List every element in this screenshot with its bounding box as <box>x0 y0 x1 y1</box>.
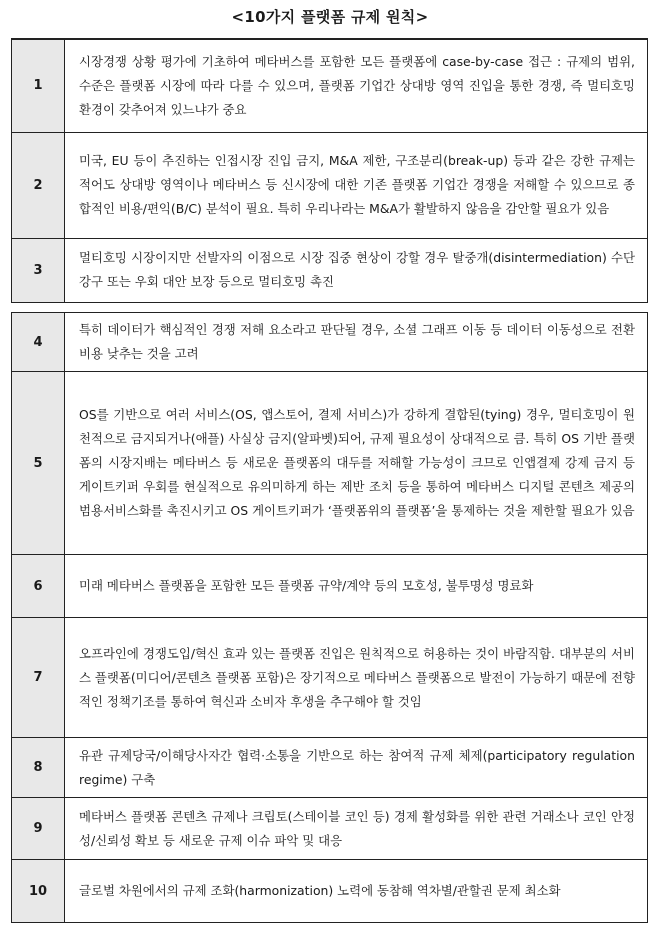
table-row <box>12 860 648 923</box>
row-number: 1 <box>12 39 65 132</box>
principle-text: 오프라인에 경쟁도입/혁신 효과 있는 플랫폼 진입은 원칙적으로 허용하는 것이 바람직함. 대부분의 서비스 플랫폼(미디어/콘텐츠 플랫폼 포함)은 장기적으로 메타버스 플랫폼으로 발전이 가능하기 때문에 전향적인 정책기조를 통하여 혁신과 소비자 후생을 추구해야 할 것임 <box>65 618 648 738</box>
table-row <box>12 238 648 302</box>
table-row <box>12 618 648 738</box>
principle-text: 유관 규제당국/이해당사자간 협력·소통을 기반으로 하는 참여적 규제 체제(participatory regulation regime) 구축 <box>65 738 648 798</box>
row-number: 9 <box>12 798 65 860</box>
row-number: 6 <box>12 555 65 618</box>
principle-text: 글로벌 차원에서의 규제 조화(harmonization) 노력에 동참해 역차별/관할권 문제 최소화 <box>65 860 648 923</box>
principle-text: 시장경쟁 상황 평가에 기초하여 메타버스를 포함한 모든 플랫폼에 case-by-case 접근 : 규제의 범위, 수준은 플랫폼 시장에 따라 다를 수 있으며, 플랫폼 기업간 상대방 영역 진입을 통한 경쟁, 즉 멀티호밍 환경이 갖추어져 있느냐가 중요 <box>65 39 648 132</box>
principles-table-part2 <box>11 312 648 923</box>
table-row <box>12 738 648 798</box>
document-title: <10가지 플랫폼 규제 원칙> <box>231 8 429 26</box>
row-number: 4 <box>12 313 65 372</box>
table-row <box>12 798 648 860</box>
row-number: 10 <box>12 860 65 923</box>
row-number: 7 <box>12 618 65 738</box>
table-row <box>12 39 648 132</box>
row-number: 8 <box>12 738 65 798</box>
row-number: 3 <box>12 238 65 302</box>
principle-text: 미국, EU 등이 추진하는 인접시장 진입 금지, M&A 제한, 구조분리(break-up) 등과 같은 강한 규제는 적어도 상대방 영역이나 메타버스 등 신시장에 대한 기존 플랫폼 기업간 경쟁을 저해할 수 있으므로 종합적인 비용/편익(B/C) 분석이 필요. 특히 우리나라는 M&A가 활발하지 않음을 감안할 필요가 있음 <box>65 132 648 238</box>
principles-table-part1 <box>11 38 648 303</box>
principle-text: 미래 메타버스 플랫폼을 포함한 모든 플랫폼 규약/계약 등의 모호성, 불투명성 명료화 <box>65 555 648 618</box>
table-row <box>12 372 648 555</box>
principle-text: 멀티호밍 시장이지만 선발자의 이점으로 시장 집중 현상이 강할 경우 탈중개(disintermediation) 수단 강구 또는 우회 대안 보장 등으로 멀티호밍 촉진 <box>65 238 648 302</box>
table-row <box>12 132 648 238</box>
table-row <box>12 555 648 618</box>
row-number: 5 <box>12 372 65 555</box>
principle-text: 메타버스 플랫폼 콘텐츠 규제나 크립토(스테이블 코인 등) 경제 활성화를 위한 관련 거래소나 코인 안정성/신뢰성 확보 등 새로운 규제 이슈 파악 및 대응 <box>65 798 648 860</box>
row-number: 2 <box>12 132 65 238</box>
principle-text: OS를 기반으로 여러 서비스(OS, 앱스토어, 결제 서비스)가 강하게 결합된(tying) 경우, 멀티호밍이 원천적으로 금지되거나(애플) 사실상 금지(알파벳)되어, 규제 필요성이 상대적으로 큼. 특히 OS 기반 플랫폼의 시장지배는 메타버스 등 새로운 플랫폼의 대두를 저해할 가능성이 크므로 인앱결제 강제 금지 등 게이트키퍼 우회를 현실적으로 유의미하게 하는 제반 조치 등을 통하여 메타버스 디지털 콘텐츠 제공의 범용서비스화를 촉진시키고 OS 게이트키퍼가 ‘플랫폼위의 플랫폼’을 통제하는 것을 제한할 필요가 있음 <box>65 372 648 555</box>
table-row <box>12 313 648 372</box>
principle-text: 특히 데이터가 핵심적인 경쟁 저해 요소라고 판단될 경우, 소셜 그래프 이동 등 데이터 이동성으로 전환비용 낮추는 것을 고려 <box>65 313 648 372</box>
